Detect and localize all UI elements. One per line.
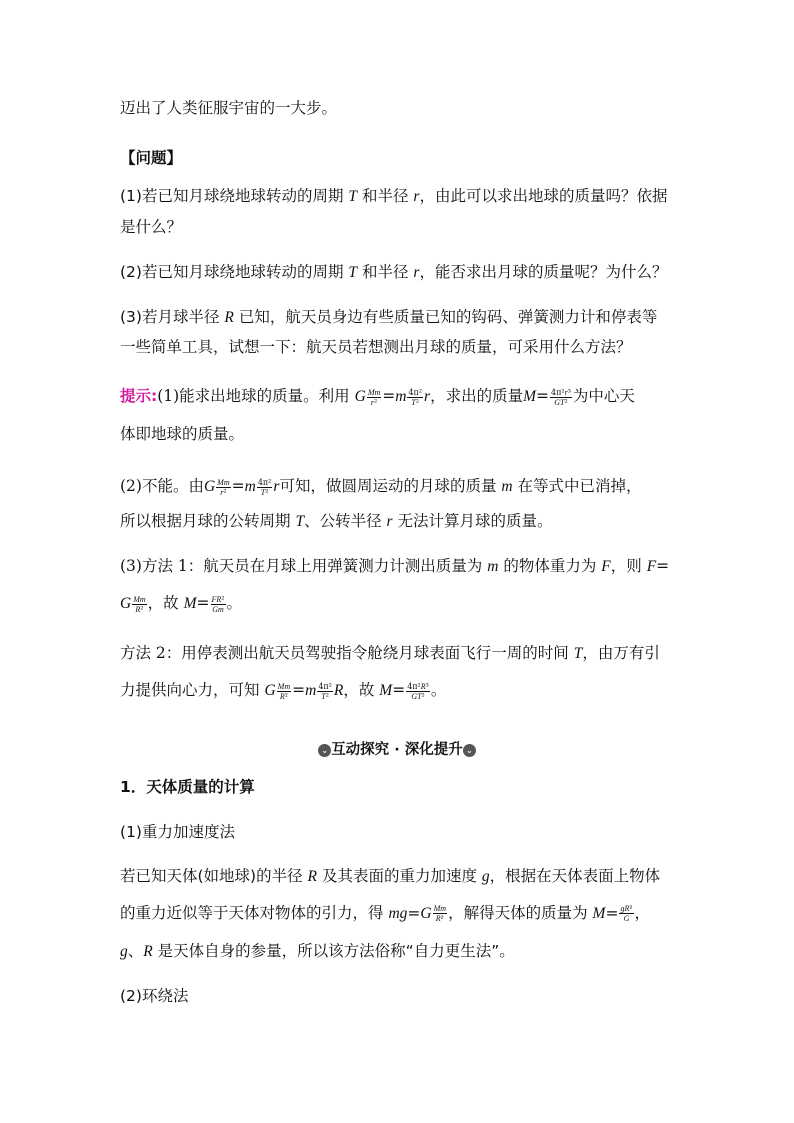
fraction: $\frac{\text{4π²}}{\text{T²}}$ bbox=[318, 681, 332, 701]
paragraph-line-2: 的重力近似等于天体对物体的引力，得 mg=G $\frac{Mm}{\text{R²}}$ ，解得天体的质量为 M= $\frac{\text{gR²}}{G}$ ， bbox=[120, 904, 651, 923]
fraction: $\frac{Mm}{\text{r²}}$ bbox=[217, 477, 230, 497]
fraction: $\frac{Mm}{\text{r²}}$ bbox=[367, 387, 381, 407]
question-3-line-2: 一些简单工具，试想一下：航天员若想测出月球的质量，可采用什么方法？ bbox=[120, 338, 632, 356]
section-1-title: 1．天体质量的计算 bbox=[120, 778, 255, 796]
fraction: $\frac{\text{gR²}}{G}$ bbox=[620, 904, 633, 923]
question-3-line-1: (3)若月球半径 R 已知，航天员身边有些质量已知的钩码、弹簧测力计和停表等 bbox=[120, 308, 658, 326]
fraction: $\frac{\text{4π²r³}}{\text{GT²}}$ bbox=[551, 387, 571, 407]
question-heading: 【问题】 bbox=[120, 149, 183, 167]
answer-3-line-2: G $\frac{Mm}{\text{R²}}$ ，故 M= $\frac{\text{FR²}}{Gm}$ 。 bbox=[120, 594, 243, 614]
method-2-line-2: 力提供向心力，可知 G $\frac{Mm}{\text{R²}}$ =m $\frac{\text{4π²}}{\text{T²}}$ R，故 M= $\frac{\text{4π²R³}}{\text{GT²}}$ 。 bbox=[120, 681, 447, 701]
answer-2-line-1: (2)不能。由G $\frac{Mm}{\text{r²}}$ =m $\frac{\text{4π²}}{\text{T²}}$ r可知，做圆周运动的月球的质量 m 在等式中已消掉， bbox=[120, 477, 642, 497]
question-2: (2)若已知月球绕地球转动的周期 T 和半径 r，能否求出月球的质量呢？为什么？ bbox=[120, 263, 668, 281]
paragraph-line-3: g、R 是天体自身的参量，所以该方法俗称“自力更生法”。 bbox=[120, 942, 515, 960]
question-1-line-1: (1)若已知月球绕地球转动的周期 T 和半径 r，由此可以求出地球的质量吗？依据 bbox=[120, 187, 668, 205]
hint-label: 提示: bbox=[120, 387, 158, 405]
chevron-down-icon: ⌄ bbox=[318, 744, 331, 757]
fraction: $\frac{Mm}{\text{R²}}$ bbox=[433, 904, 447, 923]
fraction: $\frac{Mm}{\text{R²}}$ bbox=[277, 681, 291, 701]
answer-1-line-2: 体即地球的质量。 bbox=[120, 425, 245, 443]
fraction: $\frac{\text{4π²}}{\text{T²}}$ bbox=[257, 477, 272, 497]
answer-1-line-1: 提示:(1)能求出地球的质量。利用 G $\frac{Mm}{\text{r²}}$ =m $\frac{\text{4π²}}{\text{T²}}$ r，求出的质量M= $\frac{\text{4π²r³}}{\text{GT²}}$ 为中心天 bbox=[120, 387, 635, 407]
subsection-gravity-method: (1)重力加速度法 bbox=[120, 823, 235, 841]
answer-3-line-1: (3)方法 1：航天员在月球上用弹簧测力计测出质量为 m 的物体重力为 F，则 F= bbox=[120, 557, 670, 575]
intro-line: 迈出了人类征服宇宙的一大步。 bbox=[120, 99, 338, 117]
paragraph-line-1: 若已知天体(如地球)的半径 R 及其表面的重力加速度 g，根据在天体表面上物体 bbox=[120, 867, 661, 885]
answer-2-line-2: 所以根据月球的公转周期 T、公转半径 r 无法计算月球的质量。 bbox=[120, 512, 553, 530]
section-banner: ⌄ 互动探究 · 深化提升 ⌄ bbox=[0, 738, 794, 759]
fraction: $\frac{Mm}{\text{R²}}$ bbox=[133, 594, 146, 614]
subsection-orbit-method: (2)环绕法 bbox=[120, 987, 189, 1005]
fraction: $\frac{\text{4π²R³}}{\text{GT²}}$ bbox=[407, 681, 429, 701]
method-2-line-1: 方法 2：用停表测出航天员驾驶指令舱绕月球表面飞行一周的时间 T，由万有引 bbox=[120, 644, 660, 662]
question-1-line-2: 是什么？ bbox=[120, 218, 183, 236]
fraction: $\frac{\text{4π²}}{\text{T²}}$ bbox=[408, 387, 423, 407]
fraction: $\frac{\text{FR²}}{Gm}$ bbox=[211, 594, 225, 614]
chevron-down-icon: ⌄ bbox=[463, 744, 476, 757]
